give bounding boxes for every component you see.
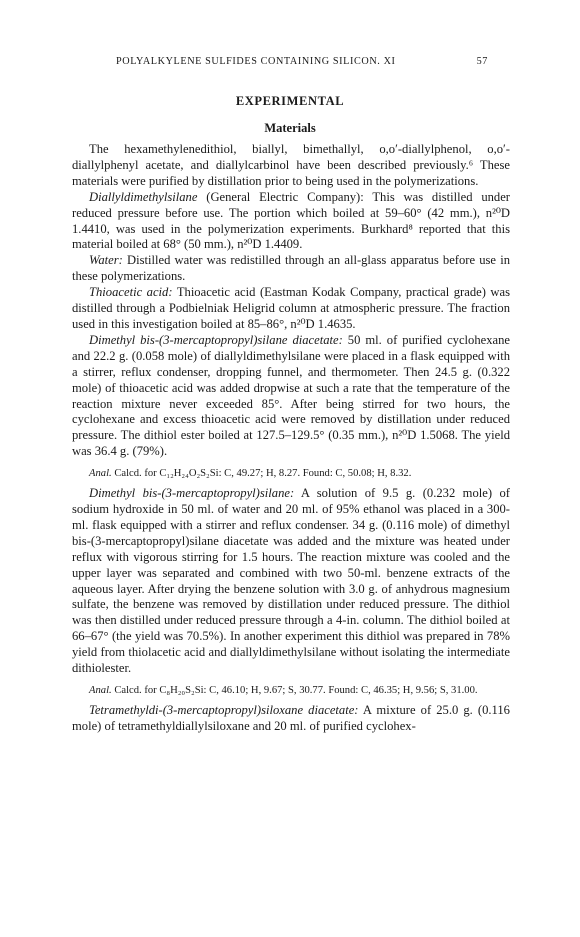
compound-name: Water: xyxy=(89,253,123,268)
subsection-title: Materials xyxy=(264,121,316,135)
analysis-text: Calcd. for C₁₂H₂₄O₂S₂Si: C, 49.27; H, 8.27. Found: C, 50.08; H, 8.32. xyxy=(111,468,412,480)
analysis-label: Anal. xyxy=(89,468,112,480)
analysis-line xyxy=(72,466,510,481)
paragraph-siloxane-diacetate xyxy=(72,703,510,735)
paragraph-silane-diacetate xyxy=(72,333,510,460)
paragraph-text: 50 ml. of purified cyclohexane and 22.2 g. (0.058 mole) of diallyldimethylsilane were placed in a flask equipped with a stirrer, reflux condenser, dropping funnel, and thermometer. Then 24.5 g. (0.322 mole) of thioacetic acid was added dropwise at such a rate that the temperature of the reaction mixture never exceeded 85°. After being stirred for two hours, the cyclohexane and excess thioacetic acid were removed by distillation under reduced pressure. The dithiol ester boiled at 127.5–129.5° (0.35 mm.), n²⁰D 1.5068. The yield was 36.4 g. (79%). xyxy=(72,332,511,459)
paragraph-diallyldimethylsilane xyxy=(72,190,510,254)
paragraph-text: Distilled water was redistilled through an all-glass apparatus before use in these polymerizations. xyxy=(72,253,510,284)
compound-name: Thioacetic acid: xyxy=(89,285,173,300)
paragraph-intro: The hexamethylenedithiol, biallyl, bimethallyl, o,o′-diallylphenol, o,o′-diallylphenyl acetate, and diallylcarbinol have been described previously.⁶ These materials were purified by distillation prior to being used in the polymerizations. xyxy=(72,142,510,188)
paragraph-text: A solution of 9.5 g. (0.232 mole) of sodium hydroxide in 50 ml. of water and 20 ml. of 95% ethanol was placed in a 300-ml. flask equipped with a stirrer and reflux condenser. 34 g. (0.116 mole) of dimethyl bis-(3-mercaptopropyl)silane diacetate was added and the mixture was heated under reflux with vigorous stirring for 1.5 hours. The reaction mixture was cooled and the upper layer was separated and combined with two 50-ml. benzene extracts of the aqueous layer. After drying the benzene solution with 3.0 g. of anhydrous magnesium sulfate, the benzene was removed by distillation under reduced pressure. The dithiol was then distilled under reduced pressure through a 4-in. column. The dithiol boiled at 66–67° (the yield was 70.5%). In another experiment this dithiol was prepared in 78% yield from thiolacetic acid and diallyldimethylsilane without isolating the intermediate dithiolester. xyxy=(72,486,510,676)
analysis-label: Anal. xyxy=(89,685,112,696)
page-number: 57 xyxy=(476,56,488,67)
paragraph-text: Thioacetic acid (Eastman Kodak Company, practical grade) was distilled through a Podbielniak Heligrid column at atmospheric pressure. The fraction used in this investigation boiled at 85–86°, n²⁰D 1.4635. xyxy=(72,285,511,331)
running-title: POLYALKYLENE SULFIDES CONTAINING SILICON. XI xyxy=(116,56,396,67)
compound-name: Dimethyl bis-(3-mercaptopropyl)silane: xyxy=(89,486,295,501)
compound-name: Diallyldimethylsilane xyxy=(89,189,198,204)
paragraph-thioacetic-acid xyxy=(72,285,510,333)
paragraph-water xyxy=(72,253,510,285)
section-title: EXPERIMENTAL xyxy=(235,94,345,108)
article-body xyxy=(72,142,510,735)
analysis-text: Calcd. for C₈H₂₀S₂Si: C, 46.10; H, 9.67; S, 30.77. Found: C, 46.35; H, 9.56; S, 31.00. xyxy=(111,685,478,696)
paragraph-text: (General Electric Company): This was distilled under reduced pressure before use. The portion which boiled at 59–60° (42 mm.), n²⁰D 1.4410, was used in the polymerization experiments. Burkhard⁸ reported that this material boiled at 68° (50 mm.), n²⁰D 1.4409. xyxy=(72,189,510,252)
compound-name: Dimethyl bis-(3-mercaptopropyl)silane diacetate: xyxy=(89,332,343,347)
paragraph-text: A mixture of 25.0 g. (0.116 mole) of tetramethyldiallylsiloxane and 20 ml. of purified cyclohex- xyxy=(72,703,510,733)
paragraph-silane xyxy=(72,486,510,677)
analysis-line xyxy=(72,683,510,698)
compound-name: Tetramethyldi-(3-mercaptopropyl)siloxane diacetate: xyxy=(89,703,359,717)
